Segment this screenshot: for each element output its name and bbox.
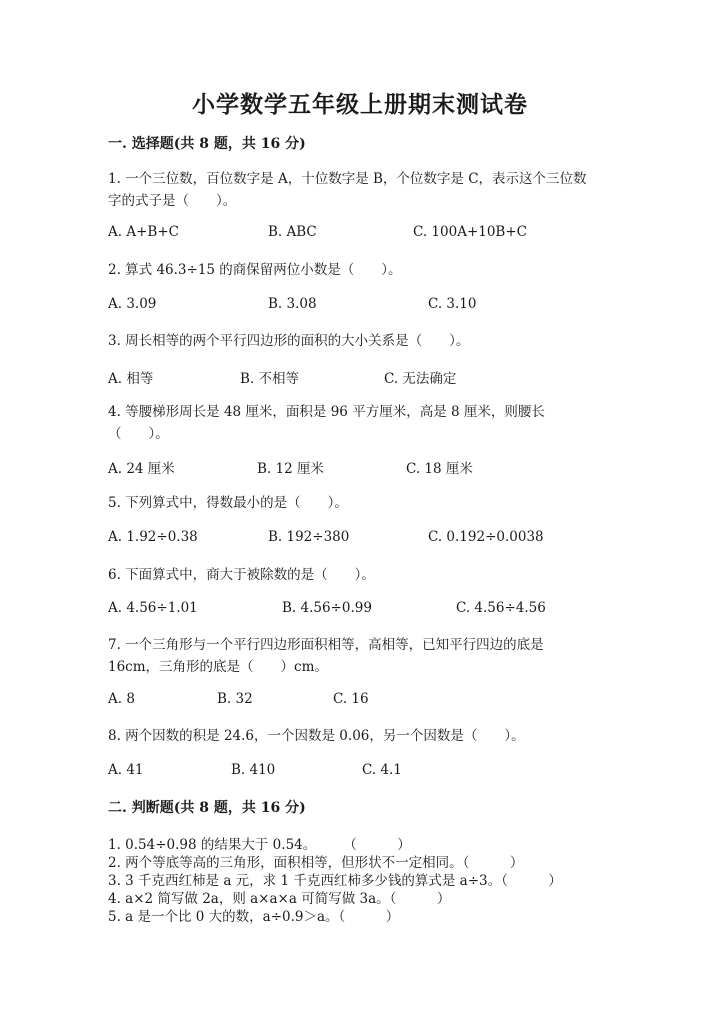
question-4	[108, 401, 608, 445]
question-7-line-2: 16cm，三角形的底是（ ）cm。	[108, 659, 328, 675]
question-7-line-1: 7. 一个三角形与一个平行四边形面积相等，高相等，已知平行四边的底是	[108, 637, 544, 653]
question-2	[108, 259, 608, 281]
q6-option-c: C. 4.56÷4.56	[456, 600, 546, 616]
question-6-line-1: 6. 下面算式中，商大于被除数的是（ ）。	[108, 567, 375, 583]
q2-option-b: B. 3.08	[268, 296, 317, 312]
question-6	[108, 564, 608, 586]
q5-option-a: A. 1.92÷0.38	[108, 529, 198, 545]
q8-option-b: B. 410	[231, 762, 276, 778]
question-8-line-1: 8. 两个因数的积是 24.6，一个因数是 0.06，另一个因数是（ ）。	[108, 728, 525, 744]
judge-item-5: 5. a 是一个比 0 大的数，a÷0.9＞a。（ ）	[108, 909, 400, 925]
q5-option-c: C. 0.192÷0.0038	[428, 529, 544, 545]
q7-option-c: C. 16	[333, 691, 369, 707]
question-1	[108, 168, 608, 212]
question-7	[108, 634, 608, 678]
judge-item-2: 2. 两个等底等高的三角形，面积相等，但形状不一定相同。（ ）	[108, 855, 524, 871]
q3-option-a: A. 相等	[108, 371, 154, 387]
question-8	[108, 725, 608, 747]
q3-option-c: C. 无法确定	[384, 371, 457, 387]
q3-option-b: B. 不相等	[240, 371, 300, 387]
q1-option-c: C. 100A+10B+C	[413, 224, 527, 240]
q4-option-b: B. 12 厘米	[257, 461, 324, 477]
q5-option-b: B. 192÷380	[268, 529, 350, 545]
question-3-line-1: 3. 周长相等的两个平行四边形的面积的大小关系是（ ）。	[108, 333, 470, 349]
q6-option-b: B. 4.56÷0.99	[282, 600, 372, 616]
question-4-line-2: （ ）。	[108, 426, 169, 442]
q8-option-c: C. 4.1	[362, 762, 402, 778]
question-1-line-1: 1. 一个三位数，百位数字是 A，十位数字是 B，个位数字是 C，表示这个三位数	[108, 171, 587, 187]
q4-option-c: C. 18 厘米	[406, 461, 473, 477]
judge-item-1: 1. 0.54÷0.98 的结果大于 0.54。 （ ）	[108, 837, 411, 853]
q2-option-a: A. 3.09	[108, 296, 157, 312]
q7-option-a: A. 8	[108, 691, 135, 707]
q1-option-b: B. ABC	[268, 224, 317, 240]
question-4-line-1: 4. 等腰梯形周长是 48 厘米，面积是 96 平方厘米，高是 8 厘米，则腰长	[108, 404, 545, 420]
judge-item-4: 4. a×2 简写做 2a，则 a×a×a 可简写做 3a。（ ）	[108, 891, 451, 907]
judge-item-3: 3. 3 千克西红柿是 a 元，求 1 千克西红柿多少钱的算式是 a÷3。（ ）	[108, 873, 562, 889]
q6-option-a: A. 4.56÷1.01	[108, 600, 198, 616]
q1-option-a: A. A+B+C	[108, 224, 179, 240]
section-title-choice: 一. 选择题(共 8 题，共 16 分)	[108, 136, 306, 152]
q4-option-a: A. 24 厘米	[108, 461, 175, 477]
q2-option-c: C. 3.10	[428, 296, 477, 312]
question-5-line-1: 5. 下列算式中，得数最小的是（ ）。	[108, 495, 348, 511]
page-title: 小学数学五年级上册期末测试卷	[192, 91, 528, 118]
q7-option-b: B. 32	[217, 691, 253, 707]
question-2-line-1: 2. 算式 46.3÷15 的商保留两位小数是（ ）。	[108, 262, 402, 278]
q8-option-a: A. 41	[108, 762, 144, 778]
question-1-line-2: 字的式子是（ ）。	[108, 193, 237, 209]
section-title-judge: 二. 判断题(共 8 题，共 16 分)	[108, 800, 306, 816]
question-5	[108, 492, 608, 514]
question-3	[108, 330, 608, 352]
